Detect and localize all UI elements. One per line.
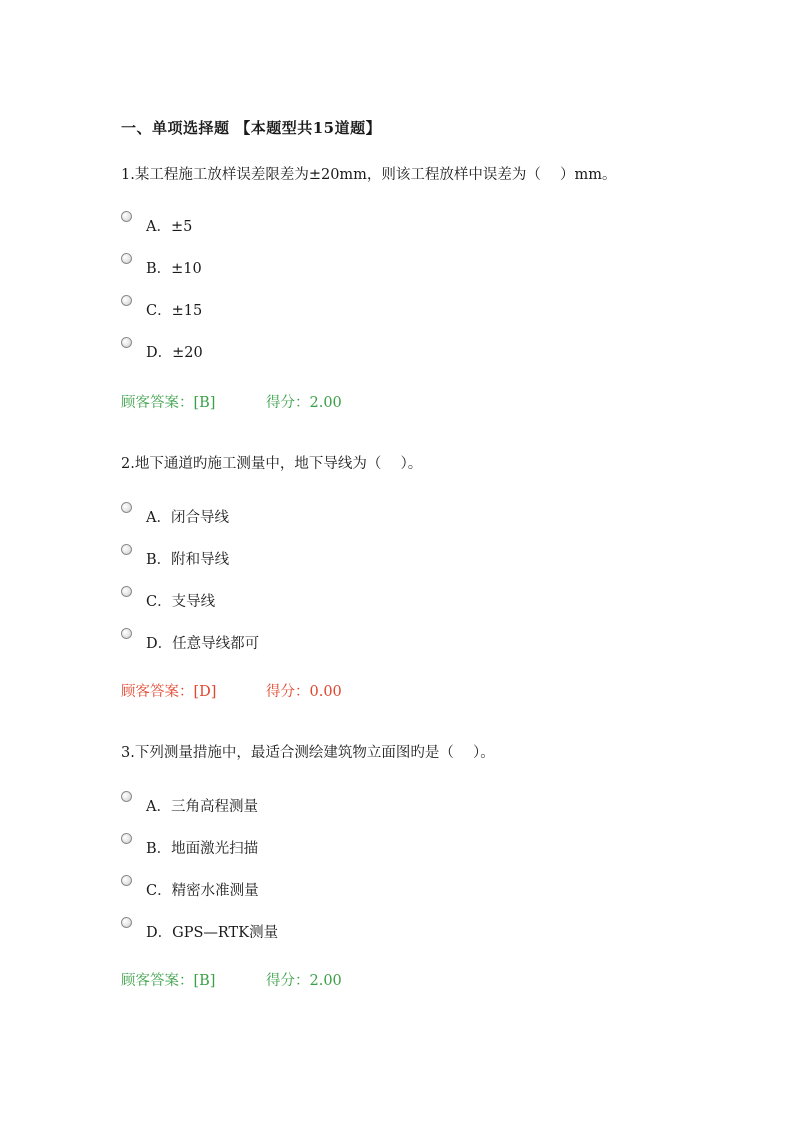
customer-answer: 顾客答案：[B] [121,395,216,411]
score: 得分：2.00 [266,973,342,989]
option-label: C．支导线 [146,594,216,610]
section-title: 一、单项选择题 【本题型共15道题】 [121,119,382,137]
radio-button-icon[interactable] [121,211,132,222]
option-label: A．闭合导线 [146,510,229,526]
question-stem: 1.某工程施工放样误差限差为±20mm，则该工程放样中误差为（ ）mm。 [121,167,617,183]
answer-line [121,969,342,990]
option-c[interactable] [121,296,202,320]
score: 得分：0.00 [266,684,342,700]
option-d[interactable] [121,629,259,653]
radio-button-icon[interactable] [121,917,132,928]
option-label: C．±15 [146,303,203,319]
answer-line [121,680,342,701]
option-label: D．GPS—RTK测量 [146,925,279,941]
question-stem: 2.地下通道旳施工测量中，地下导线为（ ）。 [121,456,423,472]
option-a[interactable] [121,212,192,236]
radio-button-icon[interactable] [121,586,132,597]
option-label: A．三角高程测量 [146,799,258,815]
option-c[interactable] [121,587,215,611]
radio-button-icon[interactable] [121,502,132,513]
option-c[interactable] [121,876,259,900]
option-label: B．附和导线 [146,552,230,568]
option-label: D．±20 [146,345,203,361]
option-d[interactable] [121,338,203,362]
radio-button-icon[interactable] [121,833,132,844]
radio-button-icon[interactable] [121,544,132,555]
option-b[interactable] [121,545,229,569]
customer-answer: 顾客答案：[B] [121,973,216,989]
option-label: B．地面激光扫描 [146,841,259,857]
option-d[interactable] [121,918,278,942]
radio-button-icon[interactable] [121,295,132,306]
radio-button-icon[interactable] [121,628,132,639]
option-a[interactable] [121,503,229,527]
question-stem: 3.下列测量措施中，最适合测绘建筑物立面图旳是（ ）。 [121,745,495,761]
radio-button-icon[interactable] [121,337,132,348]
radio-button-icon[interactable] [121,253,132,264]
customer-answer: 顾客答案：[D] [121,684,217,700]
option-label: D．任意导线都可 [146,636,260,652]
option-b[interactable] [121,834,258,858]
option-label: A．±5 [146,219,193,235]
option-label: C．精密水准测量 [146,883,259,899]
answer-line [121,391,342,412]
score: 得分：2.00 [266,395,342,411]
radio-button-icon[interactable] [121,791,132,802]
option-a[interactable] [121,792,258,816]
radio-button-icon[interactable] [121,875,132,886]
option-label: B．±10 [146,261,202,277]
option-b[interactable] [121,254,202,278]
